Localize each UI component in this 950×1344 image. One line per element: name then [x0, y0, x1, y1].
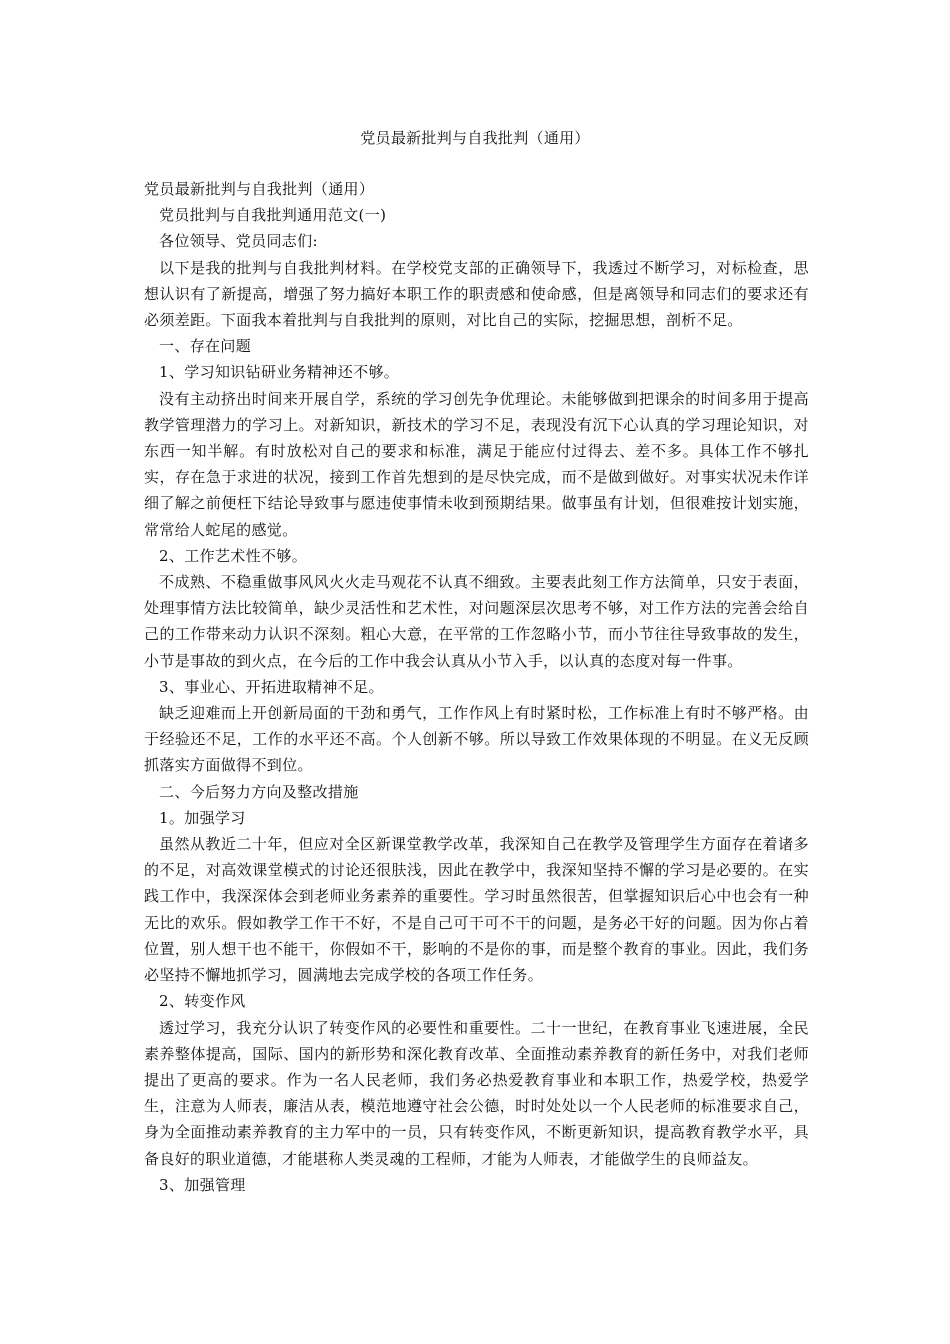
measure-2-paragraph: 透过学习，我充分认识了转变作风的必要性和重要性。二十一世纪，在教育事业飞速进展，全民素养整体提高，国际、国内的新形势和深化教育改革、全面推动素养教育的新任务中，对我们老师提出了更高的要求。作为一名人民老师，我们务必热爱教育事业和本职工作，热爱学校，热爱学生，注意为人师表，廉洁从表，模范地遵守社会公德，时时处处以一个人民老师的标准要求自己，身为全面推动素养教育的主力军中的一员，只有转变作风，不断更新知识，提高教育教学水平，具备良好的职业道德，才能堪称人类灵魂的工程师，才能为人师表，才能做学生的良师益友。: [144, 1018, 809, 1168]
intro-paragraph: 以下是我的批判与自我批判材料。在学校党支部的正确领导下，我透过不断学习，对标检查，思想认识有了新提高，增强了努力搞好本职工作的职责感和使命感，但是离领导和同志们的要求还有必须差距。下面我本着批判与自我批判的原则，对比自己的实际，挖掘思想，剖析不足。: [144, 258, 809, 330]
section-heading-problems: 一、存在问题: [159, 337, 252, 356]
problem-1-heading: 1、学习知识钻研业务精神还不够。: [159, 363, 400, 382]
problem-2-paragraph: 不成熟、不稳重做事风风火火走马观花不认真不细致。主要表此刻工作方法简单，只安于表面，处理事情方法比较简单，缺少灵活性和艺术性，对问题深层次思考不够，对工作方法的完善会给自己的工作带来动力认识不深刻。粗心大意，在平常的工作忽略小节，而小节往往导致事故的发生，小节是事故的到火点，在今后的工作中我会认真从小节入手，以认真的态度对每一件事。: [144, 573, 809, 670]
problem-3-paragraph: 缺乏迎难而上开创新局面的干劲和勇气，工作作风上有时紧时松，工作标准上有时不够严格。由于经验还不足，工作的水平还不高。个人创新不够。所以导致工作效果体现的不明显。在义无反顾抓落实方面做得不到位。: [144, 704, 809, 775]
document-body: [144, 176, 809, 1198]
problem-3-heading: 3、事业心、开拓进取精神不足。: [159, 677, 384, 696]
measure-1-paragraph: 虽然从教近二十年，但应对全区新课堂教学改革，我深知自己在教学及管理学生方面存在着诸多的不足，对高效课堂模式的讨论还很肤浅，因此在教学中，我深知坚持不懈的学习是必要的。在实践工作中，我深深体会到老师业务素养的重要性。学习时虽然很苦，但掌握知识后心中也会有一种无比的欢乐。假如教学工作干不好，不是自己可干可不干的问题，是务必干好的问题。因为你占着位置，别人想干也不能干，你假如不干，影响的不是你的事，而是整个教育的事业。因此，我们务必坚持不懈地抓学习，圆满地去完成学校的各项工作任务。: [144, 835, 809, 985]
measure-2-heading: 2、转变作风: [159, 992, 246, 1011]
sample-title: 党员批判与自我批判通用范文(一): [159, 206, 387, 225]
problem-2-heading: 2、工作艺术性不够。: [159, 546, 308, 565]
section-heading-measures: 二、今后努力方向及整改措施: [159, 782, 359, 801]
problem-1-paragraph: 没有主动挤出时间来开展自学，系统的学习创先争优理论。未能够做到把课余的时间多用于提高教学管理潜力的学习上。对新知识，新技术的学习不足，表现没有沉下心认真的学习理论知识，对东西一知半解。有时放松对自己的要求和标准，满足于能应付过得去、差不多。具体工作不够扎实，存在急于求进的状况，接到工作首先想到的是尽快完成，而不是做到做好。对事实状况未作详细了解之前便枉下结论导致事与愿违使事情未收到预期结果。做事虽有计划，但很难按计划实施，常常给人蛇尾的感觉。: [144, 389, 809, 539]
document-title: 党员最新批判与自我批判（通用）: [360, 129, 590, 147]
salutation: 各位领导、党员同志们:: [159, 232, 318, 251]
measure-1-heading: 1。加强学习: [159, 808, 246, 827]
body-heading: 党员最新批判与自我批判（通用）: [144, 180, 375, 198]
measure-3-heading: 3、加强管理: [159, 1175, 246, 1194]
